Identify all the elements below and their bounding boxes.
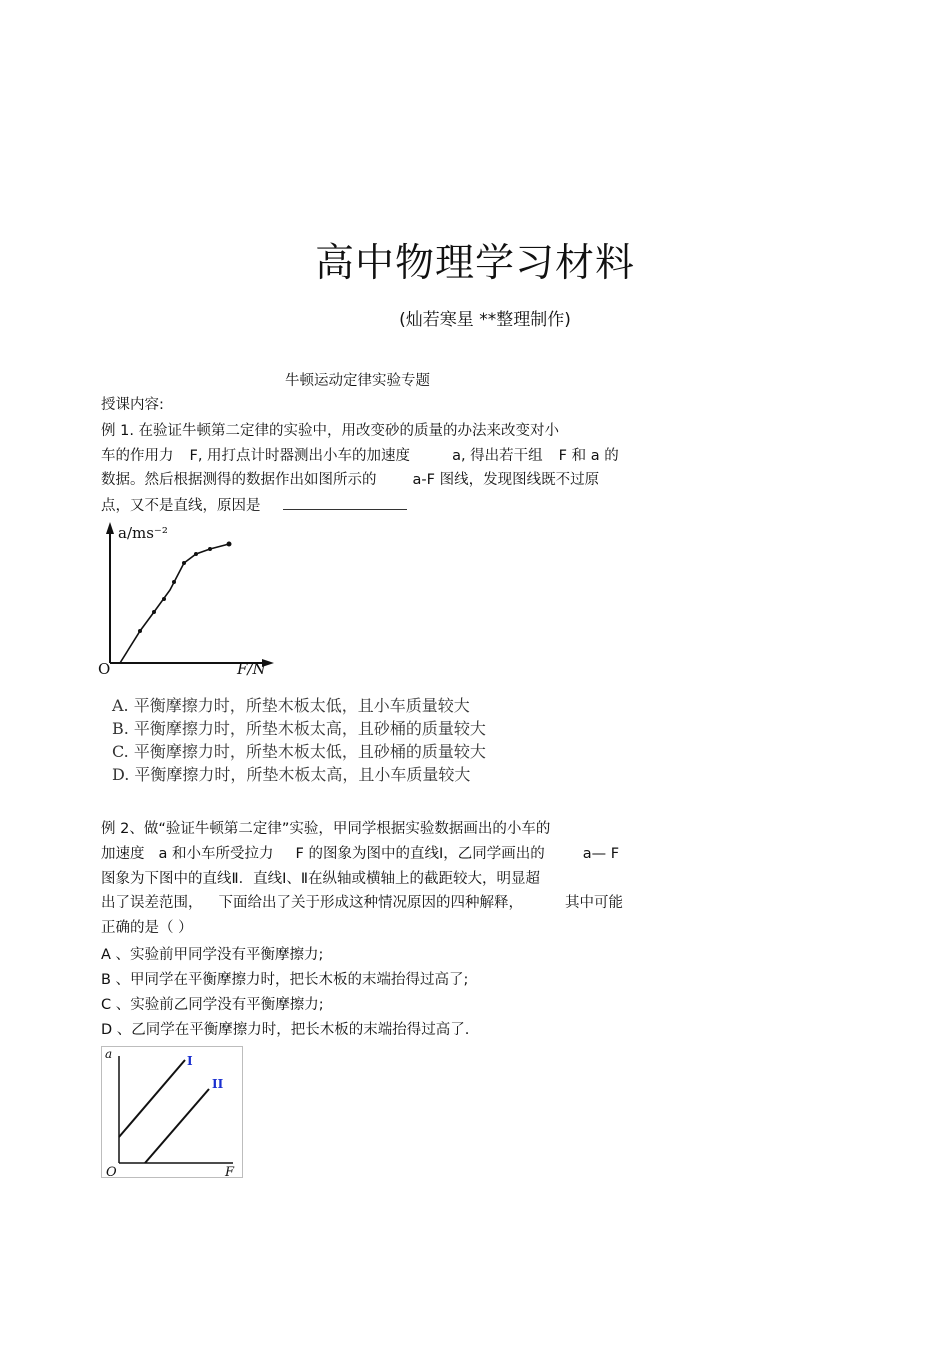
example1-line2-a: 车的作用力: [101, 448, 174, 464]
answer-blank: [283, 497, 407, 510]
example1-line3-a: 数据。然后根据测得的数据作出如图所示的: [101, 472, 377, 488]
example2-option-b: B 、甲同学在平衡摩擦力时，把长木板的末端抬得过高了;: [101, 972, 469, 988]
example2-line5: 正确的是（ ）: [101, 920, 193, 936]
graph1-origin: O: [98, 660, 111, 678]
example2-line4-c: 其中可能: [565, 895, 623, 911]
data-point: [208, 547, 212, 551]
data-point: [194, 552, 198, 556]
data-point: [172, 580, 176, 584]
example1-line2-d: F 和 a 的: [558, 448, 619, 464]
graph2-xlabel: F: [225, 1165, 235, 1179]
graph1-ylabel: a/ms⁻²: [118, 524, 168, 542]
example1-line4: [101, 494, 407, 515]
line-i-label: I: [187, 1054, 193, 1068]
y-axis-arrow: [106, 522, 114, 534]
example1-graph: [98, 516, 278, 681]
page-title: 高中物理学习材料: [314, 241, 635, 286]
topic-title: 牛顿运动定律实验专题: [285, 373, 430, 389]
example1-line3-b: a-F 图线，发现图线既不过原: [412, 472, 600, 488]
example1-option-a: A. 平衡摩擦力时，所垫木板太低，且小车质量较大: [112, 696, 470, 715]
example2-line3: 图象为下图中的直线Ⅱ．直线Ⅰ、Ⅱ在纵轴或横轴上的截距较大，明显超: [101, 871, 541, 887]
section-label: 授课内容:: [101, 397, 164, 413]
example2-option-a: A 、实验前甲同学没有平衡摩擦力;: [101, 947, 324, 963]
curve: [120, 544, 229, 663]
example1-line3: [101, 468, 599, 489]
example2-line4-a: 出了误差范围，: [101, 895, 203, 911]
graph2-ylabel: a: [105, 1047, 113, 1061]
example2-line2: [101, 842, 619, 863]
line-i: [119, 1060, 185, 1137]
graph2-origin: O: [106, 1165, 117, 1179]
example2-option-c: C 、实验前乙同学没有平衡摩擦力;: [101, 997, 324, 1013]
example2-line2-c: F 的图象为图中的直线Ⅰ，乙同学画出的: [295, 846, 545, 862]
line-ii-label: II: [212, 1077, 224, 1091]
graph1-xlabel: F/N: [237, 660, 266, 678]
example1-option-b: B. 平衡摩擦力时，所垫木板太高，且砂桶的质量较大: [112, 719, 486, 738]
example1-line1: 例 1. 在验证牛顿第二定律的实验中，用改变砂的质量的办法来改变对小: [101, 423, 560, 439]
example2-line4: [101, 891, 623, 912]
example2-line2-d: a— F: [582, 846, 620, 862]
example1-line2-c: a, 得出若干组: [452, 448, 543, 464]
example2-line2-b: a 和小车所受拉力: [158, 846, 274, 862]
example1-option-c: C. 平衡摩擦力时，所垫木板太低，且砂桶的质量较大: [112, 742, 486, 761]
example2-line4-b: 下面给出了关于形成这种情况原因的四种解释，: [218, 895, 523, 911]
graph2-frame: [102, 1047, 243, 1178]
example2-graph: [101, 1046, 244, 1179]
example2-option-d: D 、乙同学在平衡摩擦力时，把长木板的末端抬得过高了.: [101, 1022, 470, 1038]
data-point: [162, 597, 166, 601]
example1-option-d: D. 平衡摩擦力时，所垫木板太高，且小车质量较大: [112, 765, 471, 784]
data-point: [182, 561, 186, 565]
page-subtitle: (灿若寒星 **整理制作): [399, 310, 571, 330]
data-point: [138, 629, 142, 633]
data-point: [227, 542, 232, 547]
example2-line2-a: 加速度: [101, 846, 145, 862]
example1-line2: [101, 444, 619, 465]
data-point: [152, 610, 156, 614]
example1-line4-text: 点，又不是直线，原因是: [101, 498, 261, 514]
line-ii: [145, 1089, 209, 1163]
example2-line1: 例 2、做“验证牛顿第二定律”实验，甲同学根据实验数据画出的小车的: [101, 821, 551, 837]
example1-line2-b: F, 用打点计时器测出小车的加速度: [189, 448, 411, 464]
